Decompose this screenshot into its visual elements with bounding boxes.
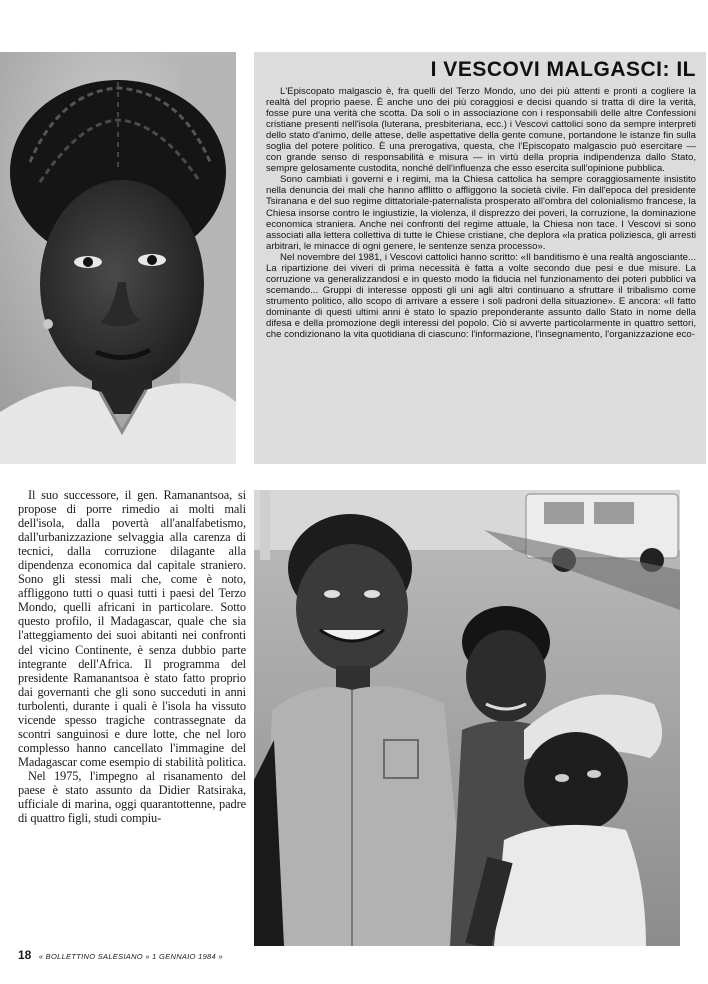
main-paragraph: Il suo successore, il gen. Ramanantsoa, si propose di porre rimedio ai molti mali dell'isola, dalla povertà all'analfabetismo, dall'urbanizzazione selvaggia alla carenza di tecnici, dalla corruzione dilagante alla dipendenza economica dal capitale straniero. Sono gli stessi mali che, come è noto, affliggono tutti o quasi tutti i paesi del Terzo Mondo, quelli africani in particolare. Sotto questo profilo, il Madagascar, quale che sia l'atteggiamento dei suoi abitanti nei confronti del vicino Continente, è senza dubbio parte integrante dell'Africa. Il programma del presidente Ramanantsoa è stato fatto proprio dai governanti che gli sono succeduti in anni turbolenti, durante i quali è l'isola ha vissuto vicende spesso tragiche contrassegnate da scontri sanguinosi e dure lotte, che nel loro complesso hanno cancellato l'immagine del Madagascar come esempio di stabilità politica. <box>18 488 246 769</box>
photo-girl-portrait <box>0 52 236 464</box>
main-paragraph: Nel 1975, l'impegno al risanamento del paese è stato assunto da Didier Ratsiraka, ufficiale di marina, oggi quarantottenne, padre di quattro figli, studi compiu- <box>18 768 246 826</box>
sidebar-paragraph: Nel novembre del 1981, i Vescovi cattolici hanno scritto: «Il banditismo è una realtà angosciante... La ripartizione dei viveri di prima necessità è fatta a volte secondo due pesi e due misure. La corruzione va generalizzandosi e in questo modo la fiducia nel funzionamento dei poteri pubblici va scemando... Gruppi di interesse opposti gli uni agli altri continuano a sfruttare il tribalismo come strumento politico, allo scopo di arrivare a essere i soli padroni della situazione». E ancora: «Il fatto dominante di questi ultimi anni è stato lo spazio preponderante assunto dallo Stato in nome della difesa e della promozione degli interessi del popolo. Ciò si avverte particolarmente in quattro settori, che condizionano la vita quotidiana di ciascuno: l'informazione, l'insegnamento, l'organizzazione eco- <box>266 251 696 341</box>
publication-line: « BOLLETTINO SALESIANO » 1 GENNAIO 1984 » <box>38 952 223 961</box>
sidebar-title: I VESCOVI MALGASCI: IL <box>430 58 696 81</box>
page-footer <box>18 946 318 964</box>
sidebar-paragraph: L'Episcopato malgascio è, fra quelli del Terzo Mondo, uno dei più attenti e pronti a cogliere la realtà del proprio paese. È anche uno dei più coraggiosi e decisi quando si tratta di dire la verità, fosse pure una verità che scotta. Da soli o in associazione con i responsabili delle altre Confessioni cristiane presenti nell'isola (luterana, presbiteriana, ecc.) i Vescovi cattolici sono da sempre interpreti dello stato d'animo, delle attese, delle aspettative della gente comune, portandone le istanze fin sulla soglia del potere politico. È una prerogativa, questa, che l'Episcopato malgascio può esercitare — con grande senso di responsabilità e misura — in virtù della propria indipendenza dallo Stato, sempre gelosamente custodita, nonché dell'influenza che esso esercita sull'opinione pubblica. <box>266 86 696 175</box>
sidebar-paragraph: Sono cambiati i governi e i regimi, ma la Chiesa cattolica ha sempre coraggiosamente insistito nella denuncia dei mali che hanno afflitto o affliggono la società civile. Fin dall'epoca del presidente Tsiranana e del suo regime dittatoriale-paternalista prosperato all'ombra del colonialismo francese, la Chiesa insorse contro le ingiustizie, la violenza, il disprezzo dei poveri, la corruzione, la dominazione economica straniera. Anche nei confronti del regime attuale, la Chiesa non tace. I Vescovi si sono associati alla lettera collettiva di tutte le Chiese cristiane, che deplora «la pratica poliziesca, gli arresti arbitrari, le minacce di ogni genere, le sentenze senza processo». <box>266 174 696 252</box>
sidebar-body <box>266 86 696 340</box>
main-text-column <box>18 488 246 825</box>
page-number: 18 <box>18 948 32 962</box>
sidebar-box <box>254 52 706 464</box>
photo-children <box>254 490 680 946</box>
